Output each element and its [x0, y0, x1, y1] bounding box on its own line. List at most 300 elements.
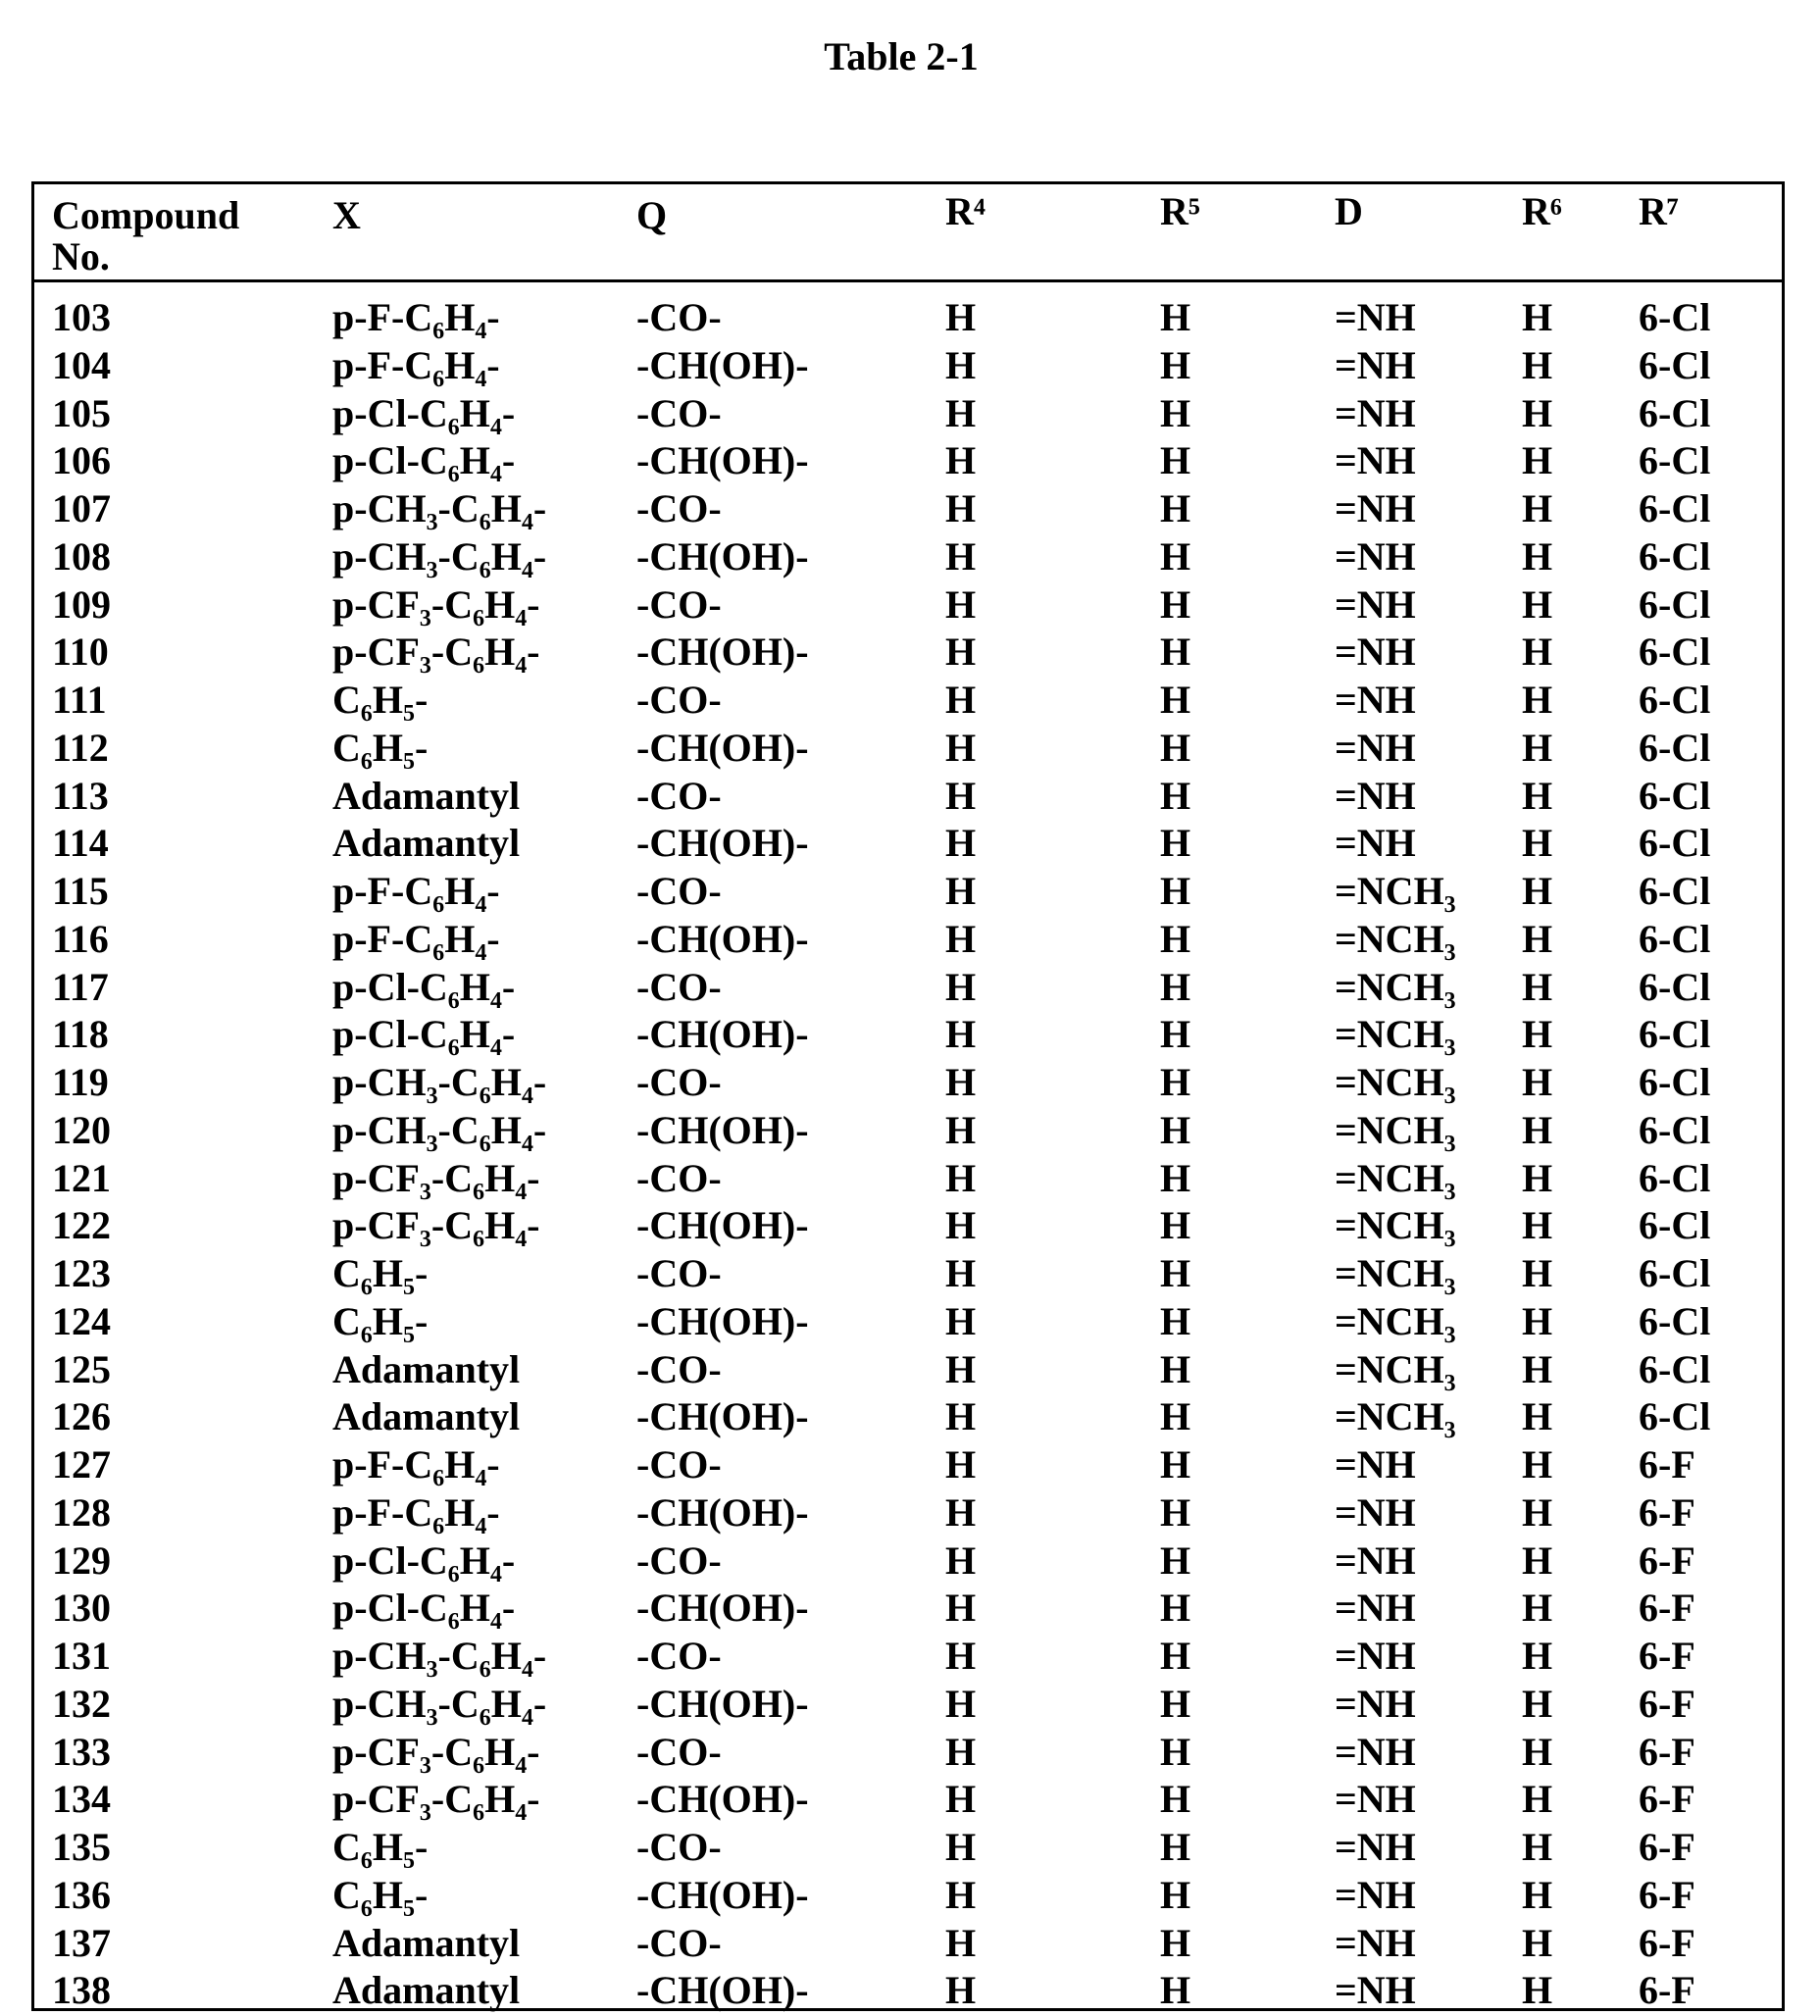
cell-r7: 6-Cl	[1639, 1202, 1710, 1248]
cell-r7: 6-Cl	[1639, 485, 1710, 531]
cell-r6: H	[1522, 629, 1552, 675]
cell-r4: H	[945, 1633, 976, 1679]
cell-q: -CH(OH)-	[636, 1585, 809, 1631]
cell-r5: H	[1160, 390, 1190, 436]
cell-q: -CO-	[636, 390, 722, 436]
cell-r7: 6-F	[1639, 1824, 1695, 1870]
cell-r4: H	[945, 1681, 976, 1727]
cell-r5: H	[1160, 294, 1190, 340]
cell-r6: H	[1522, 677, 1552, 723]
cell-r6: H	[1522, 1537, 1552, 1584]
table-row	[34, 1155, 1782, 1202]
cell-r7: 6-Cl	[1639, 1250, 1710, 1296]
cell-r6: H	[1522, 1489, 1552, 1536]
cell-r4: H	[945, 294, 976, 340]
cell-r5: H	[1160, 773, 1190, 819]
cell-compound-no: 118	[52, 1011, 109, 1057]
cell-q: -CH(OH)-	[636, 1393, 809, 1439]
cell-d: =NH	[1335, 1537, 1416, 1584]
cell-r4: H	[945, 1250, 976, 1296]
compound-table	[31, 181, 1785, 2011]
cell-q: -CO-	[636, 485, 722, 531]
cell-x: Adamantyl	[332, 1346, 520, 1392]
cell-r7: 6-Cl	[1639, 820, 1710, 866]
cell-x: p-F-C₆H₄-	[332, 1489, 500, 1536]
cell-x: Adamantyl	[332, 820, 520, 866]
cell-x: C₆H₅-	[332, 1824, 428, 1870]
header-x: X	[332, 192, 361, 238]
cell-compound-no: 126	[52, 1393, 111, 1439]
cell-d: =NCH₃	[1335, 1202, 1456, 1248]
table-row	[34, 677, 1782, 724]
cell-q: -CH(OH)-	[636, 725, 809, 771]
cell-r7: 6-Cl	[1639, 390, 1710, 436]
cell-compound-no: 120	[52, 1107, 111, 1153]
table-row	[34, 1202, 1782, 1249]
cell-compound-no: 128	[52, 1489, 111, 1536]
cell-r6: H	[1522, 1107, 1552, 1153]
cell-compound-no: 104	[52, 342, 111, 388]
cell-compound-no: 132	[52, 1681, 111, 1727]
header-compound: Compound	[52, 192, 239, 238]
table-row	[34, 1489, 1782, 1537]
cell-r4: H	[945, 1489, 976, 1536]
cell-r6: H	[1522, 1250, 1552, 1296]
cell-compound-no: 138	[52, 1967, 111, 2013]
cell-r4: H	[945, 773, 976, 819]
cell-x: p-Cl-C₆H₄-	[332, 390, 515, 436]
cell-r7: 6-Cl	[1639, 1393, 1710, 1439]
cell-compound-no: 134	[52, 1776, 111, 1822]
cell-r7: 6-Cl	[1639, 916, 1710, 962]
cell-r7: 6-F	[1639, 1489, 1695, 1536]
cell-r7: 6-F	[1639, 1681, 1695, 1727]
cell-r6: H	[1522, 390, 1552, 436]
cell-r7: 6-Cl	[1639, 1155, 1710, 1201]
cell-r6: H	[1522, 485, 1552, 531]
cell-compound-no: 106	[52, 437, 111, 483]
cell-r5: H	[1160, 1155, 1190, 1201]
cell-x: p-Cl-C₆H₄-	[332, 1537, 515, 1584]
cell-x: p-CH₃-C₆H₄-	[332, 1059, 546, 1105]
cell-compound-no: 122	[52, 1202, 111, 1248]
cell-r5: H	[1160, 1346, 1190, 1392]
cell-x: p-Cl-C₆H₄-	[332, 964, 515, 1010]
cell-r6: H	[1522, 725, 1552, 771]
cell-compound-no: 107	[52, 485, 111, 531]
cell-compound-no: 105	[52, 390, 111, 436]
cell-q: -CH(OH)-	[636, 1681, 809, 1727]
cell-d: =NH	[1335, 677, 1416, 723]
cell-d: =NH	[1335, 1920, 1416, 1966]
cell-r4: H	[945, 390, 976, 436]
cell-r7: 6-Cl	[1639, 437, 1710, 483]
cell-d: =NH	[1335, 1441, 1416, 1487]
cell-compound-no: 111	[52, 677, 107, 723]
cell-d: =NCH₃	[1335, 1155, 1456, 1201]
cell-r7: 6-Cl	[1639, 868, 1710, 914]
cell-r4: H	[945, 1776, 976, 1822]
cell-compound-no: 125	[52, 1346, 111, 1392]
cell-r6: H	[1522, 1393, 1552, 1439]
cell-r4: H	[945, 437, 976, 483]
cell-r5: H	[1160, 1059, 1190, 1105]
cell-r4: H	[945, 1393, 976, 1439]
cell-r6: H	[1522, 1346, 1552, 1392]
cell-compound-no: 136	[52, 1872, 111, 1918]
cell-x: p-CH₃-C₆H₄-	[332, 1633, 546, 1679]
cell-x: p-CF₃-C₆H₄-	[332, 1729, 540, 1775]
cell-x: p-CH₃-C₆H₄-	[332, 485, 546, 531]
cell-r7: 6-F	[1639, 1441, 1695, 1487]
cell-r7: 6-Cl	[1639, 629, 1710, 675]
cell-r5: H	[1160, 1776, 1190, 1822]
table-row	[34, 868, 1782, 915]
cell-r7: 6-Cl	[1639, 773, 1710, 819]
cell-q: -CO-	[636, 1729, 722, 1775]
cell-d: =NH	[1335, 1681, 1416, 1727]
cell-compound-no: 130	[52, 1585, 111, 1631]
cell-q: -CO-	[636, 1824, 722, 1870]
cell-r5: H	[1160, 1441, 1190, 1487]
cell-q: -CH(OH)-	[636, 916, 809, 962]
cell-r6: H	[1522, 1872, 1552, 1918]
cell-q: -CH(OH)-	[636, 533, 809, 580]
cell-compound-no: 123	[52, 1250, 111, 1296]
cell-r7: 6-Cl	[1639, 725, 1710, 771]
cell-r7: 6-Cl	[1639, 1298, 1710, 1344]
table-row	[34, 964, 1782, 1011]
cell-r6: H	[1522, 820, 1552, 866]
cell-x: Adamantyl	[332, 1393, 520, 1439]
cell-x: Adamantyl	[332, 1967, 520, 2013]
cell-compound-no: 112	[52, 725, 109, 771]
cell-d: =NH	[1335, 1489, 1416, 1536]
cell-r4: H	[945, 342, 976, 388]
cell-d: =NH	[1335, 1776, 1416, 1822]
cell-q: -CH(OH)-	[636, 1202, 809, 1248]
cell-r7: 6-Cl	[1639, 1059, 1710, 1105]
cell-r5: H	[1160, 820, 1190, 866]
cell-d: =NH	[1335, 581, 1416, 628]
cell-q: -CH(OH)-	[636, 1298, 809, 1344]
cell-r7: 6-F	[1639, 1920, 1695, 1966]
table-row	[34, 1824, 1782, 1871]
cell-r5: H	[1160, 629, 1190, 675]
cell-r4: H	[945, 1920, 976, 1966]
cell-compound-no: 110	[52, 629, 109, 675]
cell-x: Adamantyl	[332, 773, 520, 819]
cell-r7: 6-F	[1639, 1872, 1695, 1918]
header-d: D	[1335, 188, 1363, 234]
table-row	[34, 916, 1782, 963]
cell-r5: H	[1160, 1633, 1190, 1679]
cell-x: C₆H₅-	[332, 725, 428, 771]
cell-q: -CH(OH)-	[636, 820, 809, 866]
table-row	[34, 1346, 1782, 1393]
cell-r6: H	[1522, 1441, 1552, 1487]
table-row	[34, 1776, 1782, 1823]
cell-d: =NH	[1335, 1872, 1416, 1918]
cell-q: -CH(OH)-	[636, 342, 809, 388]
table-row	[34, 1441, 1782, 1488]
cell-x: p-CF₃-C₆H₄-	[332, 1776, 540, 1822]
cell-r6: H	[1522, 1729, 1552, 1775]
cell-x: p-F-C₆H₄-	[332, 1441, 500, 1487]
cell-q: -CO-	[636, 964, 722, 1010]
cell-r7: 6-Cl	[1639, 1346, 1710, 1392]
cell-r5: H	[1160, 868, 1190, 914]
cell-q: -CO-	[636, 868, 722, 914]
cell-compound-no: 121	[52, 1155, 111, 1201]
cell-q: -CH(OH)-	[636, 1872, 809, 1918]
cell-r5: H	[1160, 1537, 1190, 1584]
cell-r7: 6-Cl	[1639, 677, 1710, 723]
cell-r5: H	[1160, 581, 1190, 628]
cell-r4: H	[945, 1011, 976, 1057]
cell-q: -CO-	[636, 677, 722, 723]
cell-r6: H	[1522, 1776, 1552, 1822]
cell-q: -CO-	[636, 1633, 722, 1679]
cell-q: -CH(OH)-	[636, 1107, 809, 1153]
table-row	[34, 1537, 1782, 1585]
cell-compound-no: 119	[52, 1059, 109, 1105]
cell-x: p-CH₃-C₆H₄-	[332, 1107, 546, 1153]
cell-d: =NCH₃	[1335, 1346, 1456, 1392]
cell-q: -CO-	[636, 1920, 722, 1966]
cell-r4: H	[945, 820, 976, 866]
cell-x: p-F-C₆H₄-	[332, 342, 500, 388]
cell-r4: H	[945, 916, 976, 962]
table-row	[34, 820, 1782, 867]
cell-r4: H	[945, 485, 976, 531]
cell-r6: H	[1522, 964, 1552, 1010]
cell-r5: H	[1160, 677, 1190, 723]
table-row	[34, 1872, 1782, 1919]
header-r4: R⁴	[945, 188, 986, 234]
cell-r4: H	[945, 1872, 976, 1918]
cell-q: -CH(OH)-	[636, 629, 809, 675]
cell-d: =NH	[1335, 725, 1416, 771]
table-row	[34, 294, 1782, 341]
cell-compound-no: 131	[52, 1633, 111, 1679]
cell-r7: 6-Cl	[1639, 294, 1710, 340]
cell-q: -CH(OH)-	[636, 1967, 809, 2013]
table-row	[34, 1729, 1782, 1776]
cell-d: =NH	[1335, 390, 1416, 436]
cell-r4: H	[945, 1059, 976, 1105]
cell-r5: H	[1160, 1393, 1190, 1439]
cell-x: C₆H₅-	[332, 677, 428, 723]
cell-r7: 6-F	[1639, 1537, 1695, 1584]
cell-r5: H	[1160, 1967, 1190, 2013]
cell-r6: H	[1522, 916, 1552, 962]
cell-r6: H	[1522, 533, 1552, 580]
cell-r4: H	[945, 1824, 976, 1870]
cell-d: =NH	[1335, 1824, 1416, 1870]
cell-r4: H	[945, 677, 976, 723]
cell-q: -CO-	[636, 1059, 722, 1105]
header-q: Q	[636, 192, 667, 238]
table-row	[34, 629, 1782, 676]
cell-q: -CH(OH)-	[636, 1489, 809, 1536]
cell-compound-no: 114	[52, 820, 109, 866]
table-row	[34, 773, 1782, 820]
header-r6: R⁶	[1522, 188, 1562, 234]
cell-d: =NCH₃	[1335, 1393, 1456, 1439]
cell-r4: H	[945, 1202, 976, 1248]
cell-d: =NH	[1335, 629, 1416, 675]
cell-r6: H	[1522, 1155, 1552, 1201]
cell-x: p-CF₃-C₆H₄-	[332, 629, 540, 675]
cell-r6: H	[1522, 1967, 1552, 2013]
cell-compound-no: 124	[52, 1298, 111, 1344]
cell-r5: H	[1160, 437, 1190, 483]
cell-r7: 6-F	[1639, 1729, 1695, 1775]
cell-d: =NCH₃	[1335, 964, 1456, 1010]
cell-r5: H	[1160, 1011, 1190, 1057]
cell-d: =NH	[1335, 1633, 1416, 1679]
cell-compound-no: 116	[52, 916, 109, 962]
cell-r7: 6-Cl	[1639, 342, 1710, 388]
cell-x: C₆H₅-	[332, 1872, 428, 1918]
cell-r7: 6-Cl	[1639, 533, 1710, 580]
cell-x: Adamantyl	[332, 1920, 520, 1966]
table-row	[34, 1920, 1782, 1967]
header-r7: R⁷	[1639, 188, 1679, 234]
cell-compound-no: 113	[52, 773, 109, 819]
cell-q: -CH(OH)-	[636, 437, 809, 483]
table-row	[34, 581, 1782, 629]
cell-r7: 6-F	[1639, 1633, 1695, 1679]
table-row	[34, 1633, 1782, 1680]
table-row	[34, 533, 1782, 580]
cell-r5: H	[1160, 1920, 1190, 1966]
cell-d: =NCH₃	[1335, 1011, 1456, 1057]
cell-compound-no: 135	[52, 1824, 111, 1870]
cell-r7: 6-Cl	[1639, 964, 1710, 1010]
cell-r7: 6-F	[1639, 1585, 1695, 1631]
cell-d: =NH	[1335, 437, 1416, 483]
table-title: Table 2-1	[0, 33, 1802, 79]
cell-r5: H	[1160, 1872, 1190, 1918]
cell-r5: H	[1160, 725, 1190, 771]
cell-r7: 6-Cl	[1639, 1011, 1710, 1057]
cell-r5: H	[1160, 1681, 1190, 1727]
cell-compound-no: 129	[52, 1537, 111, 1584]
cell-r5: H	[1160, 342, 1190, 388]
cell-x: p-Cl-C₆H₄-	[332, 1011, 515, 1057]
cell-x: C₆H₅-	[332, 1250, 428, 1296]
cell-r6: H	[1522, 1585, 1552, 1631]
table-row	[34, 1298, 1782, 1345]
header-r5: R⁵	[1160, 188, 1200, 234]
cell-r4: H	[945, 1346, 976, 1392]
cell-x: C₆H₅-	[332, 1298, 428, 1344]
table-row	[34, 1107, 1782, 1154]
table-row	[34, 1681, 1782, 1728]
table-row	[34, 1967, 1782, 2014]
cell-r5: H	[1160, 916, 1190, 962]
cell-q: -CH(OH)-	[636, 1776, 809, 1822]
cell-x: p-CF₃-C₆H₄-	[332, 1155, 540, 1201]
cell-d: =NH	[1335, 294, 1416, 340]
cell-r6: H	[1522, 294, 1552, 340]
cell-r6: H	[1522, 1059, 1552, 1105]
cell-r6: H	[1522, 773, 1552, 819]
cell-d: =NH	[1335, 773, 1416, 819]
cell-q: -CO-	[636, 773, 722, 819]
cell-x: p-CH₃-C₆H₄-	[332, 533, 546, 580]
table-header	[34, 184, 1782, 282]
cell-r4: H	[945, 964, 976, 1010]
cell-compound-no: 109	[52, 581, 111, 628]
cell-x: p-CH₃-C₆H₄-	[332, 1681, 546, 1727]
header-compound-no: No.	[52, 233, 110, 279]
table-row	[34, 1250, 1782, 1297]
cell-d: =NCH₃	[1335, 1107, 1456, 1153]
cell-q: -CO-	[636, 581, 722, 628]
cell-compound-no: 133	[52, 1729, 111, 1775]
cell-r5: H	[1160, 1250, 1190, 1296]
cell-q: -CO-	[636, 1537, 722, 1584]
cell-compound-no: 108	[52, 533, 111, 580]
cell-r4: H	[945, 1729, 976, 1775]
table-row	[34, 485, 1782, 532]
cell-r6: H	[1522, 1681, 1552, 1727]
cell-q: -CO-	[636, 1441, 722, 1487]
cell-r6: H	[1522, 1633, 1552, 1679]
cell-r5: H	[1160, 964, 1190, 1010]
cell-r7: 6-Cl	[1639, 581, 1710, 628]
cell-r5: H	[1160, 1202, 1190, 1248]
cell-d: =NCH₃	[1335, 1250, 1456, 1296]
cell-r4: H	[945, 1967, 976, 2013]
cell-r4: H	[945, 1155, 976, 1201]
cell-compound-no: 115	[52, 868, 109, 914]
cell-r6: H	[1522, 1298, 1552, 1344]
table-row	[34, 1059, 1782, 1106]
cell-d: =NCH₃	[1335, 1298, 1456, 1344]
cell-r6: H	[1522, 868, 1552, 914]
cell-r7: 6-Cl	[1639, 1107, 1710, 1153]
table-row	[34, 390, 1782, 437]
cell-d: =NH	[1335, 1967, 1416, 2013]
cell-d: =NH	[1335, 533, 1416, 580]
cell-q: -CO-	[636, 294, 722, 340]
cell-x: p-Cl-C₆H₄-	[332, 437, 515, 483]
cell-r6: H	[1522, 1920, 1552, 1966]
cell-r7: 6-F	[1639, 1776, 1695, 1822]
cell-d: =NCH₃	[1335, 868, 1456, 914]
cell-r6: H	[1522, 1824, 1552, 1870]
cell-r4: H	[945, 1585, 976, 1631]
cell-r6: H	[1522, 1011, 1552, 1057]
cell-compound-no: 137	[52, 1920, 111, 1966]
cell-r6: H	[1522, 437, 1552, 483]
cell-r4: H	[945, 1537, 976, 1584]
cell-compound-no: 103	[52, 294, 111, 340]
cell-compound-no: 117	[52, 964, 109, 1010]
cell-d: =NH	[1335, 1729, 1416, 1775]
table-row	[34, 342, 1782, 389]
cell-x: p-F-C₆H₄-	[332, 916, 500, 962]
table-row	[34, 1011, 1782, 1058]
cell-compound-no: 127	[52, 1441, 111, 1487]
cell-r4: H	[945, 581, 976, 628]
cell-r6: H	[1522, 581, 1552, 628]
cell-r4: H	[945, 1298, 976, 1344]
